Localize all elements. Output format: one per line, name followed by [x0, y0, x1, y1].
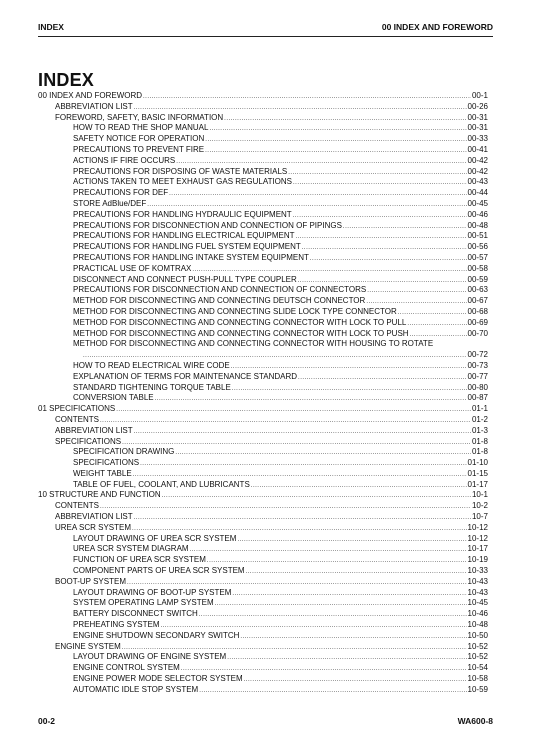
toc-entry[interactable]	[38, 652, 488, 663]
toc-entry-title: FUNCTION OF UREA SCR SYSTEM	[73, 555, 206, 565]
toc-entry-page: 10-7	[471, 512, 488, 522]
toc-entry-page: 00-68	[467, 306, 488, 316]
dot-leader	[134, 513, 471, 523]
toc-entry[interactable]	[38, 490, 488, 501]
toc-entry-title: UREA SCR SYSTEM	[55, 522, 132, 532]
toc-entry-title: LAYOUT DRAWING OF ENGINE SYSTEM	[73, 652, 227, 662]
toc-entry-title: STANDARD TIGHTENING TORQUE TABLE	[73, 382, 231, 392]
toc-entry-page: 00-72	[467, 350, 488, 360]
toc-entry-page: 10-12	[467, 533, 488, 543]
toc-entry-title: METHOD FOR DISCONNECTING AND CONNECTING SLIDE LOCK TYPE CONNECTOR	[73, 306, 397, 316]
dot-leader	[310, 254, 467, 264]
toc-entry[interactable]	[38, 113, 488, 124]
toc-entry[interactable]	[38, 264, 488, 275]
toc-entry-title: BATTERY DISCONNECT SWITCH	[73, 609, 198, 619]
dot-leader	[199, 610, 467, 620]
toc-entry-title: CONVERSION TABLE	[73, 393, 154, 403]
table-of-contents	[38, 91, 488, 696]
toc-entry-title: TABLE OF FUEL, COOLANT, AND LUBRICANTS	[73, 479, 250, 489]
toc-entry-title: SYSTEM OPERATING LAMP SYSTEM	[73, 598, 214, 608]
dot-leader	[181, 664, 467, 674]
toc-entry-title: SPECIFICATIONS	[55, 436, 122, 446]
toc-entry[interactable]	[38, 372, 488, 383]
toc-entry[interactable]	[38, 631, 488, 642]
toc-entry-title: PRECAUTIONS FOR HANDLING ELECTRICAL EQUIPMENT	[73, 231, 295, 241]
toc-entry-page: 01-15	[467, 468, 488, 478]
dot-leader	[232, 589, 466, 599]
dot-leader	[155, 394, 467, 404]
toc-entry-page: 00-70	[467, 328, 488, 338]
toc-entry-page: 10-33	[467, 566, 488, 576]
toc-entry[interactable]	[38, 523, 488, 534]
dot-leader	[140, 459, 466, 469]
header-section-label: INDEX	[38, 22, 64, 32]
toc-entry-title: PREHEATING SYSTEM	[73, 620, 160, 630]
page-header	[38, 22, 493, 37]
toc-entry-page: 00-31	[467, 112, 488, 122]
toc-entry-page: 10-48	[467, 620, 488, 630]
toc-entry[interactable]	[38, 167, 488, 178]
dot-leader	[175, 448, 471, 458]
toc-entry[interactable]	[38, 318, 488, 329]
dot-leader	[288, 168, 466, 178]
toc-entry-page: 10-12	[467, 522, 488, 532]
dot-leader	[122, 438, 471, 448]
toc-entry-title: METHOD FOR DISCONNECTING AND CONNECTING CONNECTOR WITH LOCK TO PUSH	[73, 328, 409, 338]
toc-entry-title: ABBREVIATION LIST	[55, 425, 133, 435]
toc-entry-title: ABBREVIATION LIST	[55, 512, 133, 522]
dot-leader	[407, 319, 466, 329]
toc-entry-title: BOOT-UP SYSTEM	[55, 576, 126, 586]
toc-entry[interactable]	[38, 329, 488, 340]
toc-entry-page: 10-52	[467, 641, 488, 651]
toc-entry-page: 00-31	[467, 123, 488, 133]
toc-entry-title: DISCONNECT AND CONNECT PUSH-PULL TYPE COUPLER	[73, 274, 297, 284]
toc-entry-title: FOREWORD, SAFETY, BASIC INFORMATION	[55, 112, 224, 122]
dot-leader	[298, 276, 467, 286]
toc-entry-title: ACTIONS IF FIRE OCCURS	[73, 155, 176, 165]
toc-entry[interactable]	[38, 231, 488, 242]
toc-entry[interactable]	[38, 458, 488, 469]
toc-entry-page: 00-87	[467, 393, 488, 403]
toc-entry[interactable]	[38, 350, 488, 361]
toc-entry-page: 10-2	[471, 501, 488, 511]
toc-entry-page: 00-42	[467, 155, 488, 165]
toc-entry[interactable]	[38, 134, 488, 145]
dot-leader	[169, 189, 466, 199]
toc-entry-title: HOW TO READ THE SHOP MANUAL	[73, 123, 209, 133]
toc-entry-title: PRECAUTIONS TO PREVENT FIRE	[73, 144, 205, 154]
toc-entry[interactable]	[38, 361, 488, 372]
dot-leader	[209, 124, 466, 134]
toc-entry[interactable]	[38, 544, 488, 555]
toc-entry[interactable]	[38, 199, 488, 210]
toc-entry-title: PRECAUTIONS FOR DISPOSING OF WASTE MATERIALS	[73, 166, 288, 176]
dot-leader	[162, 491, 471, 501]
dot-leader	[251, 481, 467, 491]
dot-leader	[122, 643, 467, 653]
toc-entry-title: COMPONENT PARTS OF UREA SCR SYSTEM	[73, 566, 245, 576]
dot-leader	[83, 351, 467, 361]
dot-leader	[199, 686, 466, 696]
dot-leader	[190, 545, 467, 555]
toc-entry-page: 10-45	[467, 598, 488, 608]
dot-leader	[134, 427, 471, 437]
toc-entry-page: 00-1	[471, 91, 488, 100]
toc-entry-page: 10-50	[467, 630, 488, 640]
toc-entry[interactable]	[38, 221, 488, 232]
dot-leader	[207, 556, 467, 566]
dot-leader	[237, 535, 466, 545]
toc-entry-page: 00-42	[467, 166, 488, 176]
dot-leader	[100, 502, 471, 512]
dot-leader	[116, 405, 471, 415]
dot-leader	[227, 653, 466, 663]
dot-leader	[293, 211, 467, 221]
toc-entry-title: ENGINE SYSTEM	[55, 641, 121, 651]
dot-leader	[176, 157, 466, 167]
toc-entry-page: 01-10	[467, 458, 488, 468]
toc-entry-page: 00-41	[467, 144, 488, 154]
toc-entry[interactable]	[38, 383, 488, 394]
toc-entry-title: PRECAUTIONS FOR DEF	[73, 188, 169, 198]
toc-entry[interactable]	[38, 123, 488, 134]
dot-leader	[296, 232, 467, 242]
toc-entry-page: 10-54	[467, 663, 488, 673]
toc-entry-page: 00-80	[467, 382, 488, 392]
toc-entry-title: PRECAUTIONS FOR DISCONNECTION AND CONNECTION OF CONNECTORS	[73, 285, 367, 295]
toc-entry-page: 00-45	[467, 198, 488, 208]
dot-leader	[232, 384, 467, 394]
dot-leader	[127, 578, 467, 588]
toc-entry-title: WEIGHT TABLE	[73, 468, 132, 478]
toc-entry-title: PRECAUTIONS FOR DISCONNECTION AND CONNECTION OF PIPINGS	[73, 220, 342, 230]
toc-entry[interactable]	[38, 685, 488, 696]
toc-entry[interactable]	[38, 91, 488, 102]
toc-entry[interactable]	[38, 566, 488, 577]
toc-entry[interactable]	[38, 588, 488, 599]
dot-leader	[410, 330, 467, 340]
toc-entry-title: METHOD FOR DISCONNECTING AND CONNECTING DEUTSCH CONNECTOR	[73, 296, 366, 306]
dot-leader	[215, 599, 467, 609]
dot-leader	[143, 92, 471, 102]
toc-entry-page: 10-52	[467, 652, 488, 662]
toc-entry-title: AUTOMATIC IDLE STOP SYSTEM	[73, 684, 199, 694]
toc-entry[interactable]	[38, 145, 488, 156]
toc-entry[interactable]	[38, 577, 488, 588]
toc-entry-title: 10 STRUCTURE AND FUNCTION	[38, 490, 161, 500]
toc-entry-title: 01 SPECIFICATIONS	[38, 404, 116, 414]
page-title: INDEX	[38, 70, 95, 90]
toc-entry-page: 00-46	[467, 209, 488, 219]
toc-entry[interactable]	[38, 188, 488, 199]
toc-entry[interactable]	[38, 501, 488, 512]
toc-entry-title: ENGINE CONTROL SYSTEM	[73, 663, 180, 673]
toc-entry-title: EXPLANATION OF TERMS FOR MAINTENANCE STANDARD	[73, 371, 298, 381]
toc-entry[interactable]	[38, 242, 488, 253]
toc-entry-title: SAFETY NOTICE FOR OPERATION	[73, 134, 205, 144]
dot-leader	[298, 373, 467, 383]
toc-entry-page: 10-19	[467, 555, 488, 565]
toc-entry[interactable]	[38, 480, 488, 491]
toc-entry-title: PRECAUTIONS FOR HANDLING INTAKE SYSTEM EQUIPMENT	[73, 252, 309, 262]
toc-entry[interactable]	[38, 210, 488, 221]
dot-leader	[246, 567, 467, 577]
toc-entry-page: 01-1	[471, 404, 488, 414]
toc-entry-page: 01-2	[471, 414, 488, 424]
toc-entry-page: 00-44	[467, 188, 488, 198]
toc-entry-title: ENGINE POWER MODE SELECTOR SYSTEM	[73, 674, 243, 684]
dot-leader	[134, 103, 467, 113]
dot-leader	[133, 470, 467, 480]
dot-leader	[293, 178, 467, 188]
toc-entry[interactable]	[38, 177, 488, 188]
toc-entry[interactable]	[38, 469, 488, 480]
toc-entry-page: 00-77	[467, 371, 488, 381]
toc-entry-title: UREA SCR SYSTEM DIAGRAM	[73, 544, 189, 554]
toc-entry-page: 01-17	[467, 479, 488, 489]
dot-leader	[302, 243, 467, 253]
toc-entry[interactable]	[38, 663, 488, 674]
dot-leader	[205, 135, 466, 145]
toc-entry-page: 10-59	[467, 684, 488, 694]
toc-entry-page: 00-51	[467, 231, 488, 241]
toc-entry[interactable]	[38, 307, 488, 318]
dot-leader	[244, 675, 467, 685]
toc-entry-page: 10-58	[467, 674, 488, 684]
toc-entry-title: CONTENTS	[55, 501, 99, 511]
toc-entry-title: LAYOUT DRAWING OF BOOT-UP SYSTEM	[73, 587, 232, 597]
toc-entry[interactable]	[38, 555, 488, 566]
dot-leader	[367, 286, 466, 296]
toc-entry[interactable]	[38, 102, 488, 113]
toc-entry-page: 01-8	[471, 447, 488, 457]
toc-entry[interactable]	[38, 156, 488, 167]
toc-entry[interactable]	[38, 404, 488, 415]
toc-entry-title: METHOD FOR DISCONNECTING AND CONNECTING CONNECTOR WITH LOCK TO PULL	[73, 317, 407, 327]
dot-leader	[100, 416, 471, 426]
toc-entry[interactable]	[38, 426, 488, 437]
footer-model-name: WA600-8	[457, 716, 493, 726]
header-chapter-label: 00 INDEX AND FOREWORD	[381, 22, 493, 32]
toc-entry-page: 00-43	[467, 177, 488, 187]
toc-entry[interactable]	[38, 609, 488, 620]
toc-entry-title: ENGINE SHUTDOWN SECONDARY SWITCH	[73, 630, 240, 640]
dot-leader	[224, 114, 466, 124]
toc-entry-page: 00-57	[467, 252, 488, 262]
toc-entry-page: 00-58	[467, 263, 488, 273]
dot-leader	[132, 524, 467, 534]
dot-leader	[231, 362, 467, 372]
toc-entry-page: 10-46	[467, 609, 488, 619]
toc-entry[interactable]	[38, 393, 488, 404]
toc-entry[interactable]	[38, 534, 488, 545]
toc-entry-title: LAYOUT DRAWING OF UREA SCR SYSTEM	[73, 533, 237, 543]
toc-entry-page: 10-43	[467, 576, 488, 586]
toc-entry-page: 10-1	[471, 490, 488, 500]
toc-entry-page: 00-33	[467, 134, 488, 144]
toc-entry-page: 10-17	[467, 544, 488, 554]
footer-page-number: 00-2	[38, 716, 56, 726]
dot-leader	[366, 297, 466, 307]
dot-leader	[161, 621, 467, 631]
dot-leader	[240, 632, 466, 642]
toc-entry-page: 00-73	[467, 360, 488, 370]
toc-entry[interactable]	[38, 512, 488, 523]
toc-entry-title: PRACTICAL USE OF KOMTRAX	[73, 263, 192, 273]
toc-entry[interactable]	[38, 275, 488, 286]
toc-entry[interactable]	[38, 296, 488, 307]
toc-entry[interactable]	[38, 620, 488, 631]
toc-entry-page: 00-69	[467, 317, 488, 327]
toc-entry-title: CONTENTS	[55, 414, 99, 424]
toc-entry-page: 00-48	[467, 220, 488, 230]
toc-entry-title: 00 INDEX AND FOREWORD	[38, 91, 143, 100]
toc-entry[interactable]	[38, 415, 488, 426]
toc-entry-title: STORE AdBlue/DEF	[73, 198, 147, 208]
toc-entry-page: 01-3	[471, 425, 488, 435]
toc-entry[interactable]	[38, 285, 488, 296]
toc-entry-title: SPECIFICATION DRAWING	[73, 447, 175, 457]
toc-entry-title: HOW TO READ ELECTRICAL WIRE CODE	[73, 360, 230, 370]
dot-leader	[398, 308, 467, 318]
toc-entry-page: 00-59	[467, 274, 488, 284]
toc-entry-page: 00-67	[467, 296, 488, 306]
toc-entry[interactable]	[38, 642, 488, 653]
dot-leader	[192, 265, 466, 275]
dot-leader	[147, 200, 466, 210]
toc-entry-title: PRECAUTIONS FOR HANDLING FUEL SYSTEM EQUIPMENT	[73, 242, 301, 252]
toc-entry-page: 10-43	[467, 587, 488, 597]
toc-entry-page: 00-56	[467, 242, 488, 252]
toc-entry-title: PRECAUTIONS FOR HANDLING HYDRAULIC EQUIPMENT	[73, 209, 292, 219]
toc-entry[interactable]	[38, 598, 488, 609]
dot-leader	[343, 222, 467, 232]
toc-entry-page: 00-26	[467, 101, 488, 111]
toc-entry-page: 01-8	[471, 436, 488, 446]
toc-entry[interactable]	[38, 253, 488, 264]
toc-entry[interactable]	[38, 447, 488, 458]
toc-entry[interactable]	[38, 339, 488, 350]
toc-entry[interactable]	[38, 674, 488, 685]
toc-entry-title: SPECIFICATIONS	[73, 458, 140, 468]
toc-entry-title: ACTIONS TAKEN TO MEET EXHAUST GAS REGULATIONS	[73, 177, 293, 187]
toc-entry-page: 00-63	[467, 285, 488, 295]
dot-leader	[205, 146, 466, 156]
toc-entry-title: ABBREVIATION LIST	[55, 101, 133, 111]
toc-entry[interactable]	[38, 437, 488, 448]
toc-entry-title: METHOD FOR DISCONNECTING AND CONNECTING CONNECTOR WITH HOUSING TO ROTATE	[73, 339, 434, 349]
